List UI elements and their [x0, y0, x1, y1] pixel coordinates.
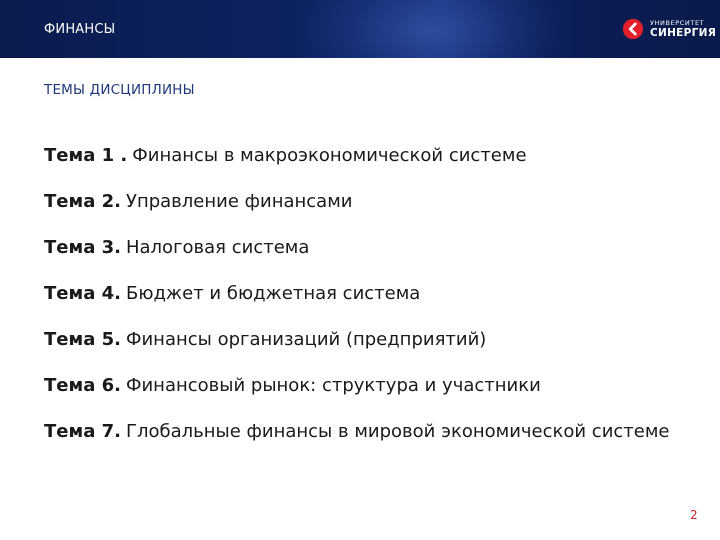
topic-text: Бюджет и бюджетная система: [125, 283, 421, 304]
topic-label: Тема 2.: [44, 191, 121, 212]
topic-item-1: [44, 144, 684, 167]
topic-label: Тема 7.: [44, 421, 121, 442]
page-number: 2: [690, 508, 698, 522]
topic-text: Управление финансами: [125, 191, 353, 212]
topic-item-4: [44, 282, 684, 305]
topic-item-7: [44, 420, 684, 443]
topic-text: Финансы организаций (предприятий): [125, 329, 487, 350]
topic-label: Тема 4.: [44, 283, 121, 304]
topic-text: Налоговая система: [125, 237, 310, 258]
topic-text: Финансовый рынок: структура и участники: [125, 375, 541, 396]
header-bar: [0, 0, 720, 58]
topic-list: [44, 144, 684, 466]
logo-text: [650, 20, 716, 38]
topic-text: Глобальные финансы в мировой экономической системе: [125, 421, 670, 442]
topic-item-2: [44, 190, 684, 213]
topic-item-5: [44, 328, 684, 351]
topic-label: Тема 5.: [44, 329, 121, 350]
topic-text: Финансы в макроэкономической системе: [132, 145, 527, 166]
topic-item-3: [44, 236, 684, 259]
section-title: ТЕМЫ ДИСЦИПЛИНЫ: [44, 82, 195, 98]
logo-line-university: УНИВЕРСИТЕТ: [650, 19, 705, 27]
topic-label: Тема 6.: [44, 375, 121, 396]
course-title: ФИНАНСЫ: [44, 22, 116, 37]
topic-label: Тема 1 .: [44, 145, 128, 166]
topic-label: Тема 3.: [44, 237, 121, 258]
synergy-logo-icon: [622, 18, 644, 40]
logo-line-synergy: СИНЕРГИЯ: [650, 26, 717, 39]
synergy-logo: [622, 17, 716, 41]
topic-item-6: [44, 374, 684, 397]
